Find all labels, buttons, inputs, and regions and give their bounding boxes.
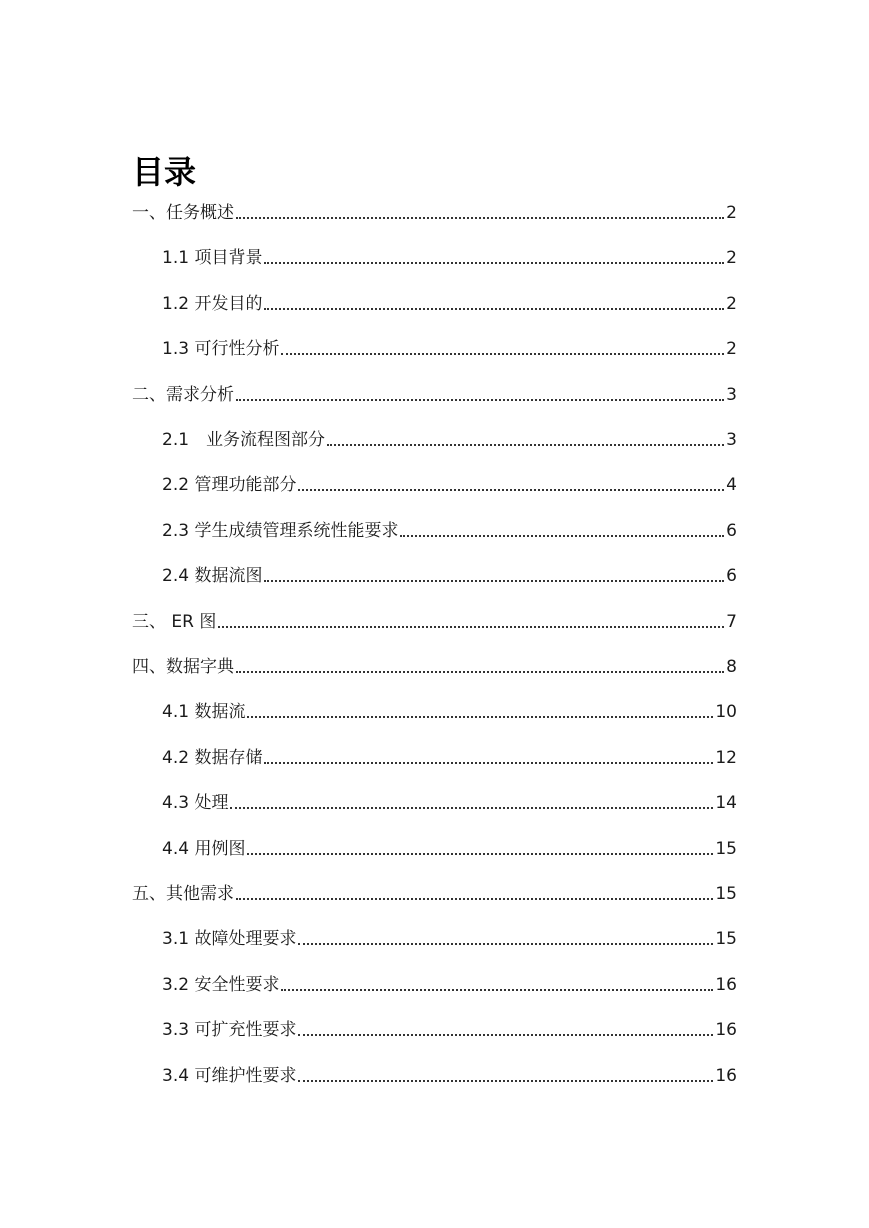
- toc-entry[interactable]: [162, 513, 737, 543]
- toc-entry-label: 4.4 用例图: [162, 838, 246, 859]
- toc-entry[interactable]: [162, 240, 737, 270]
- toc-entry-page-number: 16: [715, 1020, 737, 1041]
- toc-entry-page-number: 6: [726, 566, 737, 587]
- toc-entry-page-number: 2: [726, 293, 737, 314]
- toc-entry-label: 1.2 开发目的: [162, 293, 263, 314]
- toc-dot-leader: [247, 716, 713, 718]
- toc-entry-page-number: 7: [726, 611, 737, 632]
- toc-entry[interactable]: [162, 467, 737, 497]
- toc-entry[interactable]: [162, 1012, 737, 1042]
- toc-entry[interactable]: [132, 649, 737, 679]
- toc-entry[interactable]: [162, 331, 737, 361]
- toc-dot-leader: [236, 217, 724, 219]
- toc-entry[interactable]: [132, 876, 737, 906]
- toc-entry-page-number: 15: [715, 884, 737, 904]
- toc-entry-label: 四、数据字典: [132, 657, 234, 677]
- toc-dot-leader: [236, 399, 724, 401]
- toc-entry-page-number: 12: [715, 747, 737, 768]
- toc-entry-page-number: 16: [715, 974, 737, 995]
- toc-entry-page-number: 10: [715, 702, 737, 723]
- toc-entry-page-number: 8: [726, 657, 737, 677]
- toc-entry[interactable]: [132, 604, 737, 634]
- toc-dot-leader: [281, 353, 724, 355]
- toc-entry[interactable]: [162, 694, 737, 724]
- toc-entry[interactable]: [132, 377, 737, 407]
- toc-entry-page-number: 2: [726, 203, 737, 223]
- toc-entry-label: 1.3 可行性分析: [162, 339, 280, 360]
- toc-entry-label: 2.4 数据流图: [162, 566, 263, 587]
- toc-dot-leader: [264, 762, 713, 764]
- toc-dot-leader: [327, 444, 724, 446]
- toc-entry[interactable]: [162, 967, 737, 997]
- toc-dot-leader: [298, 489, 724, 491]
- toc-entry-label: 4.3 处理: [162, 793, 229, 814]
- toc-entry-label: 2.1 业务流程图部分: [162, 430, 326, 450]
- toc-dot-leader: [281, 989, 713, 991]
- toc-entry-label: 3.2 安全性要求: [162, 974, 280, 995]
- toc-entry-label: 三、 ER 图: [132, 611, 217, 632]
- toc-dot-leader: [298, 1034, 713, 1036]
- toc-entry-label: 4.2 数据存储: [162, 747, 263, 768]
- toc-entry-page-number: 14: [715, 793, 737, 814]
- toc-entry-label: 3.3 可扩充性要求: [162, 1020, 297, 1041]
- toc-entry-page-number: 3: [726, 430, 737, 450]
- toc-entry-page-number: 3: [726, 384, 737, 405]
- toc-dot-leader: [247, 853, 713, 855]
- toc-dot-leader: [218, 626, 724, 628]
- toc-dot-leader: [400, 535, 724, 537]
- toc-entry-label: 二、需求分析: [132, 384, 234, 405]
- toc-entry-page-number: 15: [715, 929, 737, 950]
- toc-dot-leader: [236, 898, 713, 900]
- toc-dot-leader: [264, 262, 724, 264]
- toc-dot-leader: [230, 807, 713, 809]
- toc-entry-page-number: 2: [726, 248, 737, 269]
- toc-entry[interactable]: [132, 195, 737, 225]
- toc-entry-label: 4.1 数据流: [162, 702, 246, 723]
- toc-entry-page-number: 16: [715, 1065, 737, 1086]
- toc-dot-leader: [264, 580, 724, 582]
- toc-entry[interactable]: [162, 1058, 737, 1088]
- toc-entry[interactable]: [162, 286, 737, 316]
- toc-entry[interactable]: [162, 740, 737, 770]
- toc-entry[interactable]: [162, 785, 737, 815]
- toc-title: 目录: [132, 153, 197, 191]
- toc-entry-page-number: 15: [715, 838, 737, 859]
- toc-entry[interactable]: [162, 558, 737, 588]
- toc-dot-leader: [298, 943, 713, 945]
- toc-dot-leader: [298, 1080, 713, 1082]
- toc-entry[interactable]: [162, 921, 737, 951]
- toc-entry-label: 1.1 项目背景: [162, 248, 263, 269]
- toc-entry-label: 2.2 管理功能部分: [162, 475, 297, 496]
- toc-entry-label: 一、任务概述: [132, 203, 234, 223]
- toc-dot-leader: [264, 308, 724, 310]
- toc-entry-label: 3.4 可维护性要求: [162, 1065, 297, 1086]
- toc-entry-label: 2.3 学生成绩管理系统性能要求: [162, 520, 399, 541]
- toc-entry-label: 3.1 故障处理要求: [162, 929, 297, 950]
- toc-entry[interactable]: [162, 422, 737, 452]
- toc-dot-leader: [236, 671, 724, 673]
- toc-entry[interactable]: [162, 831, 737, 861]
- toc-entry-page-number: 2: [726, 339, 737, 360]
- toc-entry-page-number: 4: [726, 475, 737, 496]
- toc-entry-label: 五、其他需求: [132, 884, 234, 904]
- toc-entry-page-number: 6: [726, 520, 737, 541]
